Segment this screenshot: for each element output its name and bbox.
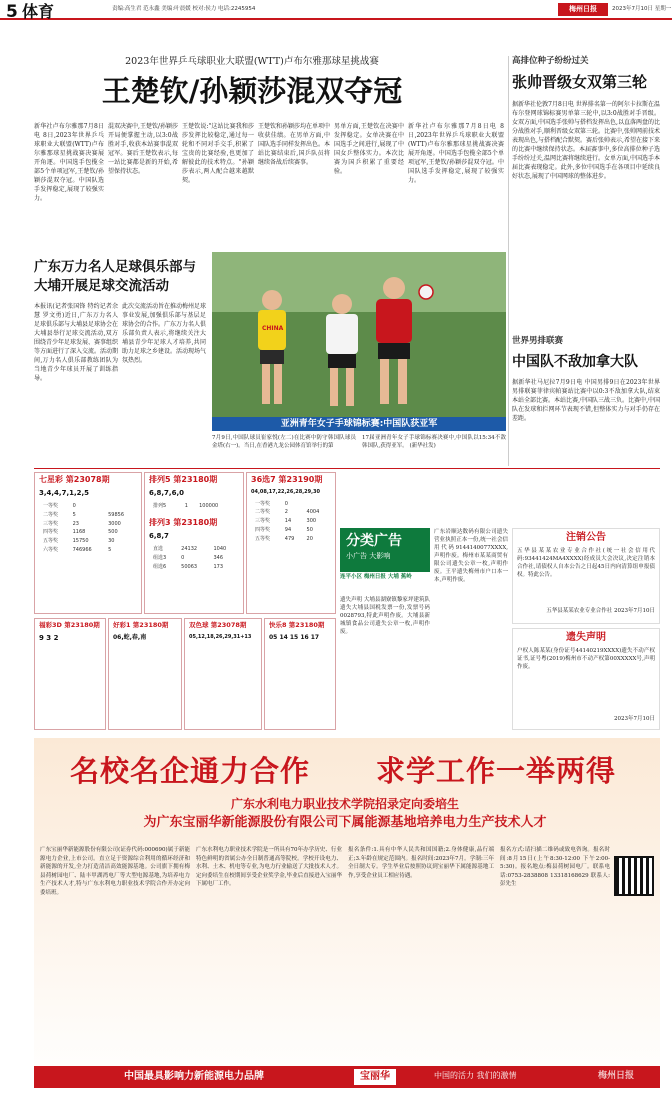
lead-col-4: 王楚钦和孙颖莎均在单项中收获佳绩。在男单方面,中国队选手同样发挥出色。本站比赛结束后,国乒队员将继续备战后续赛事。	[258, 123, 330, 166]
football-headline: 广东万力名人足球俱乐部与大埔开展足球交流活动	[34, 259, 196, 294]
editor-credits: 责编:高生君 范永鑫 美编:叶晨媛 校对:侯力 电话:2245954	[112, 6, 256, 12]
table-cell: 直选	[153, 546, 164, 553]
lottery-name: 36选7	[251, 475, 276, 484]
lottery-name: 快乐8	[269, 621, 287, 629]
lead-col-1: 新华社卢布尔雅那7月8日电 8日,2023年世界乒乓球职业大联盟(WTT)卢布尔雅那球星挑战赛决赛展开角逐。中国选手包揽全部5个单项冠军,王楚钦/孙颖莎混双夺冠。中国队选手发挥稳定,展现了较强实力。	[34, 123, 104, 202]
lottery-title	[145, 516, 243, 531]
lead-col-2: 混双决赛中,王楚钦/孙颖莎开局便掌握主动,以3:0战胜对手,收获本站赛事混双冠军。赛后王楚钦表示,每一站比赛都是新的开始,希望保持状态。	[108, 123, 178, 175]
lottery-numbers: 05,12,18,26,29,31+13	[189, 633, 252, 640]
table-cell: 5	[72, 511, 76, 518]
table-row	[253, 536, 329, 543]
table-cell: 300	[306, 518, 317, 525]
page-number: 5	[6, 2, 18, 22]
lottery-numbers: 06,蛇,春,南	[113, 633, 147, 641]
lottery-numbers: 9 3 2	[39, 633, 59, 642]
classified-col-2: 广东岩顺达数码有限公司遗失营业执照正本一份,统一社会信用代码9144140077XXXX,声明作废。梅州市某某商贸有限公司遗失公章一枚,声明作废。王平遗失梅州市户口本一本,声明作废。	[434, 529, 508, 583]
lottery-issue: 第23180期	[64, 621, 100, 629]
ad-col-2: 广东水利电力职业技术学院是一所具有70年办学历史、行业特色鲜明的省属公办全日制普通高等院校。学校开设电力、水利、土木、机电等专业,为电力行业输送了大批技术人才。定向委培生在校期间享受企业奖学金,毕业后直接进入宝丽华下属电厂工作。	[196, 847, 342, 887]
volleyball-body: 据新华社马尼拉7月9日电 中国男排9日在2023年世界男排联赛菲律宾帕赛站比赛中以0:3不敌加拿大队,结束本站全部比赛。本站比赛,中国队三战三负。比赛中,中国队在发球和拦网环节表现不错,但整体实力与对手仍存在差距。	[512, 379, 660, 422]
table-cell: 173	[213, 563, 224, 570]
table-cell: 三等奖	[255, 518, 271, 525]
table-row	[41, 538, 135, 545]
classified-header	[340, 528, 430, 572]
lottery-table	[39, 501, 137, 556]
lottery-title	[185, 619, 261, 632]
lottery-numbers: 04,08,17,22,26,28,29,30	[251, 488, 320, 495]
table-cell: 23	[72, 520, 79, 527]
classified-col-1: 遗失声明 大埔县湖寮镇黎家坪建筑队遗失大埔县国税发票一份,发票号码0028793,特此声明作废。大埔县新城镇食品公司遗失公章一枚,声明作废。	[340, 597, 430, 635]
lottery-box-haocai	[108, 618, 182, 730]
table-cell: 三等奖	[43, 520, 59, 527]
ad-footer	[34, 1066, 660, 1088]
section-divider	[34, 468, 660, 469]
table-cell: 六等奖	[43, 546, 59, 553]
table-cell: 组选3	[153, 554, 167, 561]
lottery-issue: 第23078期	[210, 621, 247, 629]
lottery-table	[149, 501, 239, 512]
table-cell: 50063	[181, 563, 198, 570]
lottery-title	[145, 473, 243, 488]
tennis-headline: 张帅晋级女双第三轮	[512, 73, 648, 91]
notice-body: 户权人陈某某(身份证号44140219XXXX)遗失不动产权证书,证号粤(2019)梅州市不动产权第00XXXXX号,声明作废。	[517, 647, 655, 670]
table-cell: 50	[306, 526, 313, 533]
table-cell: 五等奖	[255, 535, 271, 542]
lottery-box-qixingcai	[34, 472, 142, 614]
football-col-2: 此次交流活动旨在推动梅州足球事业发展,加强俱乐部与基层足球协会的合作。广东万力名人俱乐部负责人表示,将继续关注大埔县青少年足球人才培养,共同助力足球之乡建设。活动现场气氛热烈。	[122, 303, 206, 364]
table-row	[151, 564, 237, 571]
table-row	[41, 503, 135, 510]
table-cell: 一等奖	[43, 503, 59, 510]
table-cell: 479	[284, 535, 295, 542]
lottery-table	[149, 544, 239, 572]
volleyball-kicker: 世界男排联赛	[512, 336, 564, 346]
qr-code-icon[interactable]	[614, 856, 654, 896]
handball-photo	[212, 252, 506, 417]
issue-date: 2023年7月10日 星期一	[612, 6, 672, 12]
table-cell: 94	[284, 526, 292, 533]
table-cell: 一等奖	[255, 500, 271, 507]
table-cell: 30	[108, 538, 115, 545]
table-cell: 746966	[72, 546, 92, 553]
lottery-name: 七星彩	[39, 475, 63, 484]
table-cell: 四等奖	[43, 529, 59, 536]
lottery-title	[35, 473, 141, 488]
table-cell: 0	[181, 554, 185, 561]
table-cell: 100000	[199, 503, 219, 510]
photo-caption-right: 17届亚洲青年女子手球锦标赛决赛中,中国队以15:34不敌韩国队,获得亚军。 (新华社发)	[362, 435, 506, 449]
lottery-box-shuangseqiu	[184, 618, 262, 730]
lottery-name: 排列3	[149, 517, 171, 527]
table-cell: 二等奖	[255, 509, 271, 516]
lottery-title	[247, 473, 335, 488]
loss-notice	[512, 628, 660, 730]
table-cell	[305, 501, 329, 508]
volleyball-headline: 中国队不敌加拿大队	[512, 354, 638, 370]
jersey-label: CHINA	[262, 325, 284, 332]
lottery-table	[251, 499, 331, 545]
table-cell	[106, 503, 135, 510]
lottery-name: 双色球	[189, 621, 209, 629]
column-divider	[508, 56, 509, 466]
table-cell: 20	[306, 535, 313, 542]
notice-body: 五华县某某农业专业合作社(统一社会信用代码:93441424MA4XXXX)经成员大会决议,决定注销本合作社,请债权人自本公告之日起45日内向清算组申报债权。特此公告。	[517, 547, 655, 578]
newspaper-logo: 梅州日报	[558, 3, 608, 16]
table-cell: 500	[108, 529, 118, 536]
brand-logo: 宝丽华	[354, 1069, 396, 1085]
notice-title: 遗失声明	[566, 632, 606, 643]
football-col-1: 本报讯(记者张国锋 特约记者余慧 罗文勇)近日,广东万力名人足球俱乐部与大埔县足球协会在大埔县举行足球交流活动,双方围绕青少年足球发展、赛事组织等方面进行了深入交流。活动期间,万力名人俱乐部教练团队为当地青少年球员开展了训练指导。	[34, 303, 118, 382]
ad-slogan-1: 名校名企通力合作	[69, 754, 310, 788]
ad-subtitle-2: 为广东宝丽华新能源股份有限公司下属能源基地培养电力生产技术人才	[143, 815, 547, 830]
tennis-body: 据新华社伦敦7月8日电 世界排名第一的阿尔卡拉斯在温布尔登网球锦标赛男单第三轮中,以3:0战胜对手晋级。女双方面,中国选手张帅与搭档发挥出色,以直落两盘的比分战胜对手,顺利晋级女双第三轮。比赛中,张帅网前技术表现出色,与搭档配合默契。赛后张帅表示,希望在接下来的比赛中继续保持状态。本届赛事中,多位高排位种子选手纷纷过关,温网比赛将继续进行。女单方面,中国选手本届比赛表现稳定。此外,多位中国选手在各项目中延续良好状态,展现了中国网球的整体进步。	[512, 101, 660, 180]
cancellation-notice	[512, 528, 660, 624]
table-row	[253, 527, 329, 534]
lead-kicker: 2023年世界乒乓球职业大联盟(WTT)卢布尔雅那球星挑战赛	[125, 56, 379, 67]
ad-subtitle-1: 广东水利电力职业技术学院招录定向委培生	[230, 797, 459, 811]
ad-slogan-2: 求学工作一举两得	[375, 754, 616, 788]
table-row	[253, 518, 329, 525]
lottery-numbers: 6,8,7,6,0	[149, 488, 184, 497]
lottery-name: 福彩3D	[39, 621, 62, 629]
watermark: 梅州日报	[598, 1071, 635, 1081]
lottery-name: 好彩1	[113, 621, 131, 629]
table-row	[151, 503, 237, 510]
tennis-kicker: 高排位种子纷纷过关	[512, 56, 589, 66]
lottery-numbers: 6,8,7	[149, 531, 169, 540]
lead-col-6: 新华社卢布尔雅那7月8日电 8日,2023年世界乒乓球职业大联盟(WTT)卢布尔雅那球星挑战赛决赛展开角逐。中国选手包揽全部5个单项冠军,王楚钦/孙颖莎混双夺冠。中国队选手发挥稳定,展现了较强实力。	[408, 123, 504, 184]
table-row	[151, 555, 237, 562]
table-row	[41, 521, 135, 528]
table-cell: 排列5	[153, 503, 167, 510]
ad-footer-text: 中国最具影响力新能源电力品牌	[124, 1071, 264, 1082]
ad-slogan-footer: 中国的活力 我们的激情	[434, 1071, 517, 1080]
table-cell: 五等奖	[43, 538, 59, 545]
lead-headline: 王楚钦/孙颖莎混双夺冠	[101, 74, 403, 108]
lead-col-5: 男单方面,王楚钦在决赛中发挥稳定。女单决赛在中国选手之间进行,展现了中国女乒整体实力。本次比赛为国乒积累了重要经验。	[334, 123, 404, 175]
photo-caption-left: 7月9日,中国队球员崔家悦(左二)在比赛中防守韩国队球员金塔(右一)。当日,在香港九龙公园体育馆举行的第	[212, 435, 356, 449]
table-cell: 24132	[181, 546, 198, 553]
lottery-title	[109, 619, 181, 632]
lead-col-3: 王楚钦说:"这站比赛我和莎莎发挥比较稳定,通过每一轮和不同对手交手,积累了宝贵的比赛经验,也更加了解彼此的技术特点。"孙颖莎表示,两人配合越来越默契。	[182, 123, 254, 184]
table-cell: 59856	[108, 511, 124, 518]
photo-caption-title: 亚洲青年女子手球锦标赛:中国队获亚军	[212, 417, 506, 431]
notice-title: 注销公告	[566, 532, 606, 543]
lottery-box-kuaile8	[264, 618, 336, 730]
lottery-issue: 第23180期	[173, 517, 218, 527]
table-cell: 1168	[72, 529, 86, 536]
table-row	[41, 547, 135, 554]
lottery-title	[265, 619, 335, 632]
lottery-numbers: 3,4,4,7,1,2,5	[39, 488, 90, 497]
table-cell: 0	[284, 500, 288, 507]
lottery-issue: 第23190期	[278, 475, 323, 484]
table-cell: 组选6	[153, 563, 167, 570]
table-cell: 二等奖	[43, 511, 59, 518]
lottery-numbers: 05 14 15 16 17	[269, 633, 320, 641]
table-cell: 四等奖	[255, 526, 271, 533]
classified-phone-label: 连平小区 梅州日报 大埔 蕉岭	[340, 574, 412, 580]
lottery-issue: 第23180期	[173, 475, 218, 484]
table-row	[41, 512, 135, 519]
lottery-issue: 第23180期	[132, 621, 169, 629]
lottery-box-36x7	[246, 472, 336, 614]
notice-signature: 五华县某某农业专业合作社 2023年7月10日	[546, 607, 655, 614]
table-cell: 0	[72, 503, 76, 510]
table-cell: 4004	[306, 509, 320, 516]
ad-col-1: 广东宝丽华新能源股份有限公司(证券代码:000690)属于新能源电力企业,上市公司。直立足于资源综合利用的循环经济和新能源的开发,全力打造清洁高效能源基地。公司旗下拥有梅县荷树园电厂、陆丰甲湖湾电厂等大型电源基地,为培养电力生产技术人才,特与广东水利电力职业技术学院合作开办定向委培班。	[40, 847, 190, 896]
table-row	[253, 509, 329, 516]
table-cell: 14	[284, 518, 292, 525]
lottery-box-3d	[34, 618, 106, 730]
ad-col-3: 报名条件:1.具有中华人民共和国国籍;2.身体健康,品行端正;3.年龄在规定范围内。报名时间:2023年7月。学制:三年全日制大专。学生毕业后按照协议到宝丽华下属能源基地工作,享受企业员工相应待遇。	[348, 847, 494, 879]
table-row	[41, 529, 135, 536]
table-cell: 1	[184, 503, 188, 510]
lottery-title	[35, 619, 105, 632]
lottery-issue: 第23078期	[65, 475, 110, 484]
table-row	[151, 546, 237, 553]
table-cell: 346	[213, 554, 224, 561]
table-cell: 15750	[72, 538, 89, 545]
table-cell: 2	[284, 509, 288, 516]
lottery-name: 排列5	[149, 475, 171, 484]
ad-col-4: 报名方式:请扫描二维码或致电咨询。报名时间:8月15日(上午8:30-12:00 下午2:00-5:30)。报名地点:梅县荷树园电厂。联系电话:0753-2838808 13318168629 联系人:彭先生	[500, 847, 610, 887]
table-row	[253, 501, 329, 508]
table-cell: 3000	[108, 520, 121, 527]
classified-subtitle: 小广告 大影响	[346, 551, 391, 560]
table-cell: 5	[108, 546, 112, 553]
notice-signature: 2023年7月10日	[614, 715, 655, 722]
lottery-issue: 第23180期	[288, 621, 325, 629]
table-cell: 1040	[213, 546, 227, 553]
classified-title: 分类广告	[346, 533, 402, 549]
section-title: 体育	[22, 2, 55, 21]
handball-photo-illustration	[212, 252, 506, 417]
lottery-box-pailie	[144, 472, 244, 614]
